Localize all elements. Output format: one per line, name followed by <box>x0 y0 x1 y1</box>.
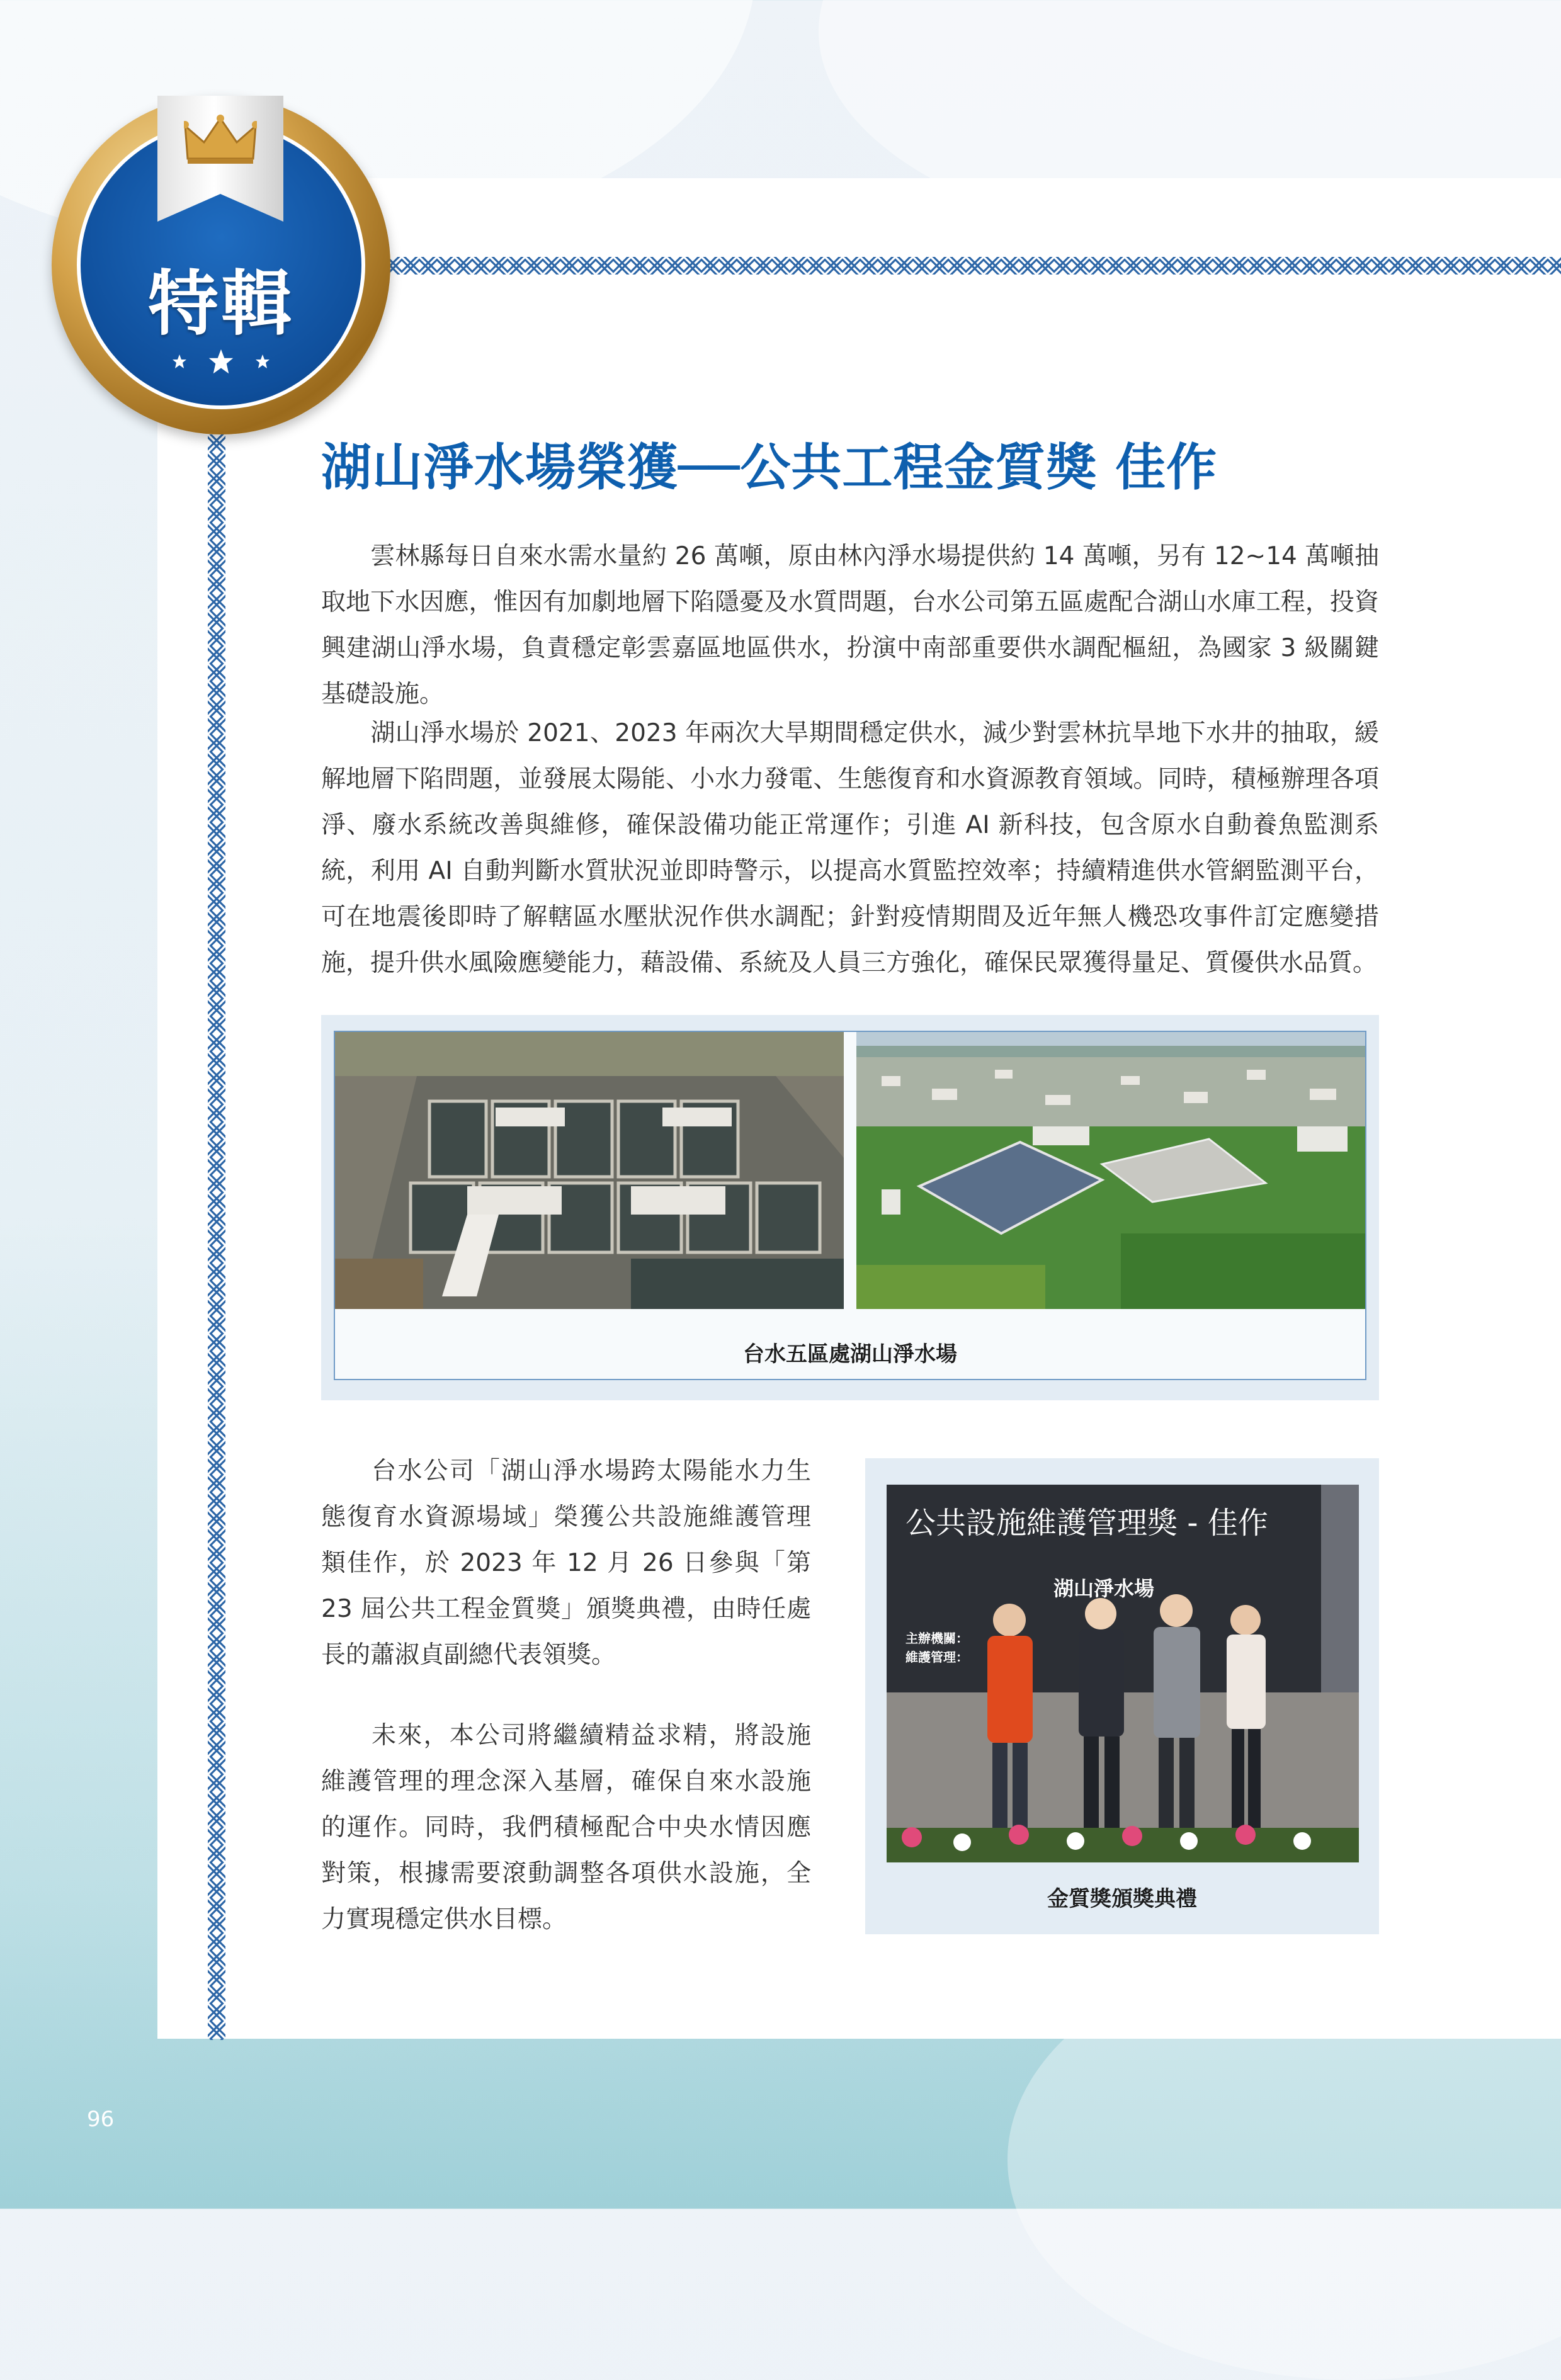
article-paragraph: 台水公司「湖山淨水場跨太陽能水力生態復育水資源場域」榮獲公共設施維護管理類佳作，於 2023 年 12 月 26 日參與「第 23 屆公共工程金質獎」頒獎典禮，由時任處長的蕭淑貞副總代表領獎。 <box>321 1457 811 1669</box>
article-title: 湖山淨水場榮獲──公共工程金質獎 佳作 <box>321 438 1218 497</box>
article-paragraph: 未來，本公司將繼續精益求精，將設施維護管理的理念深入基層，確保自來水設施的運作。同時，我們積極配合中央水情因應對策，根據需要滾動調整各項供水設施，全力實現穩定供水目標。 <box>321 1721 811 1934</box>
plant-photo-overview <box>856 1032 1365 1309</box>
article-paragraph: 雲林縣每日自來水需水量約 26 萬噸，原由林內淨水場提供約 14 萬噸，另有 12~14 萬噸抽取地下水因應，惟因有加劇地層下陷隱憂及水質問題，台水公司第五區處配合湖山水庫工程，投資興建湖山淨水場，負責穩定彰雲嘉區地區供水，扮演中南部重要供水調配樞紐，為國家 3 級關鍵基礎設施。 <box>321 542 1379 708</box>
award-photo-caption: 金質獎頒獎典禮 <box>1047 1886 1197 1912</box>
award-banner-headline: 公共設施維護管理獎 - 佳作 <box>905 1505 1268 1541</box>
section-badge <box>52 96 390 434</box>
plant-photo-caption: 台水五區處湖山淨水場 <box>743 1342 957 1367</box>
plant-photo-aerial-tanks <box>335 1032 844 1309</box>
award-banner-organizer: 主辦機關： <box>905 1631 968 1646</box>
plant-figure <box>321 1015 1379 1400</box>
star-icon <box>172 354 187 371</box>
award-banner-subtitle: 湖山淨水場 <box>1053 1577 1154 1601</box>
award-banner-maintainer: 維護管理： <box>905 1650 968 1665</box>
award-figure <box>865 1458 1379 1934</box>
page-number: 96 <box>87 2107 115 2132</box>
decorative-chain-border <box>208 434 225 2040</box>
badge-stars <box>81 348 361 377</box>
plant-figure-frame <box>334 1031 1366 1380</box>
star-icon <box>208 348 234 377</box>
crown-icon <box>184 115 257 165</box>
decorative-chain-border <box>384 257 1561 275</box>
article-paragraph: 湖山淨水場於 2021、2023 年兩次大旱期間穩定供水，減少對雲林抗旱地下水井的抽取，緩解地層下陷問題，並發展太陽能、小水力發電、生態復育和水資源教育領域。同時，積極辦理各項淨、廢水系統改善與維修，確保設備功能正常運作；引進 AI 新科技，包含原水自動養魚監測系統，利用 AI 自動判斷水質狀況並即時警示，以提高水質監控效率；持續精進供水管網監測平台，可在地震後即時了解轄區水壓狀況作供水調配；針對疫情期間及近年無人機恐攻事件訂定應變措施，提升供水風險應變能力，藉設備、系統及人員三方強化，確保民眾獲得量足、質優供水品質。 <box>321 719 1379 977</box>
badge-label: 特輯 <box>148 263 294 345</box>
award-ceremony-photo <box>887 1485 1359 1862</box>
star-icon <box>255 354 270 371</box>
